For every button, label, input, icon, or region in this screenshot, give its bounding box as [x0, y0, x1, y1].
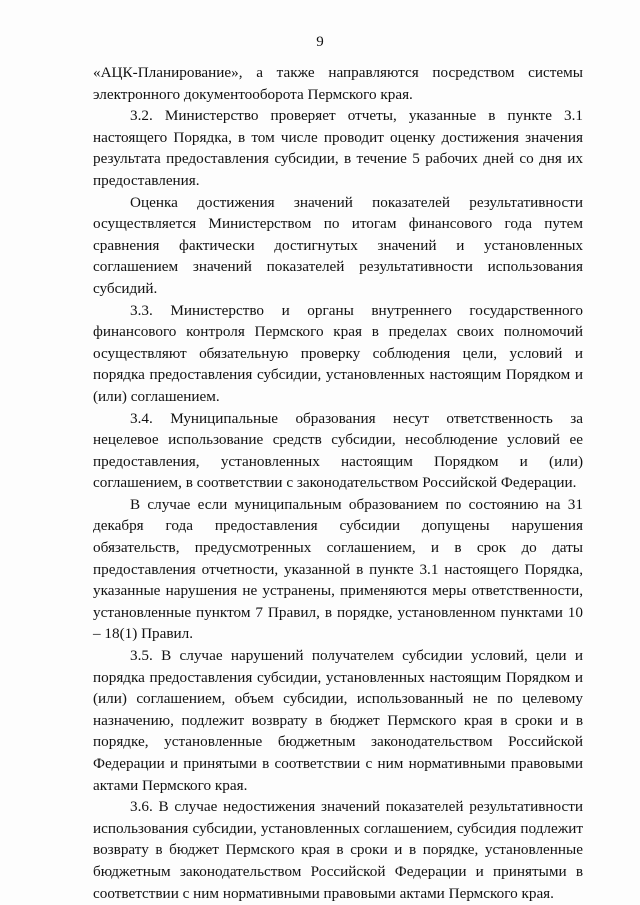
paragraph-continuation: «АЦК-Планирование», а также направляются посредством системы электронного документооборота Пермского края.: [93, 64, 583, 103]
paragraph-violations: В случае если муниципальным образованием по состоянию на 31 декабря года предоставления субсидии допущены нарушения обязательств, предусмотренных соглашением, и в срок до даты предоставления отчетности, указанной в пункте 3.1 настоящего Порядка, указанные нарушения не устранены, применяются меры ответственности, установленные пунктом 7 Правил, в порядке, установленном пунктами 10 – 18(1) Правил.: [93, 495, 583, 643]
paragraph-3-2: 3.2. Министерство проверяет отчеты, указанные в пункте 3.1 настоящего Порядка, в том числе проводит оценку достижения значения результата предоставления субсидии, в течение 5 рабочих дней со дня их предоставления.: [93, 107, 583, 189]
page-number: 9: [316, 34, 324, 50]
paragraph-3-4: 3.4. Муниципальные образования несут ответственность за нецелевое использование средств субсидии, несоблюдение условий ее предоставления, установленных настоящим Порядком и (или) соглашением, в соответствии с законодательством Российской Федерации.: [93, 409, 583, 492]
paragraph-3-5: 3.5. В случае нарушений получателем субсидии условий, цели и порядка предоставления субсидии, установленных настоящим Порядком и (или) соглашением, объем субсидии, использованный не по целевому назначению, подлежит возврату в бюджет Пермского края в сроки и в порядке, установленные бюджетным законодательством Российской Федерации и принятыми в соответствии с ним нормативными правовыми актами Пермского края.: [93, 647, 583, 794]
paragraph-evaluation: Оценка достижения значений показателей результативности осуществляется Министерством по итогам финансового года путем сравнения фактически достигнутых значений и установленных соглашением значений показателей результативности использования субсидий.: [93, 193, 583, 297]
document-body: [93, 62, 583, 904]
paragraph-3-3: 3.3. Министерство и органы внутреннего государственного финансового контроля Пермского края в пределах своих полномочий осуществляют обязательную проверку соблюдения цели, условий и порядка предоставления субсидии, установленных настоящим Порядком и (или) соглашением.: [93, 301, 583, 405]
paragraph-3-6: 3.6. В случае недостижения значений показателей результативности использования субсидии, установленных соглашением, субсидия подлежит возврату в бюджет Пермского края в сроки и в порядке, установленные бюджетным законодательством Российской Федерации и принятыми в соответствии с ним нормативными правовыми актами Пермского края.: [93, 798, 583, 902]
